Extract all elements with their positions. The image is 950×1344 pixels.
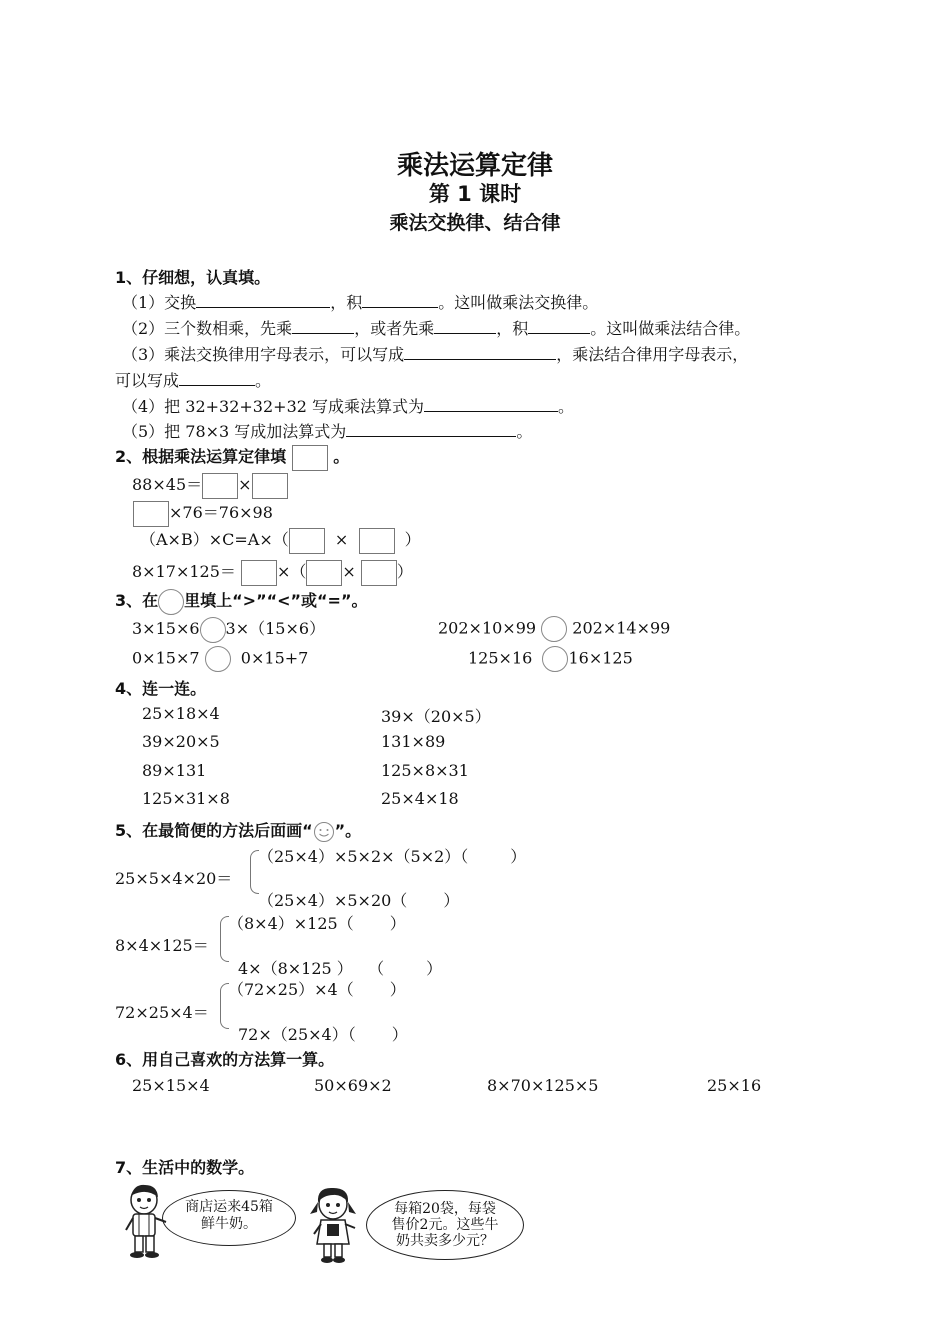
s5-q1-option-a-end: ） bbox=[510, 847, 527, 866]
s1-item-3 bbox=[122, 342, 748, 365]
s1-item-3-text-d: 。 bbox=[255, 371, 272, 390]
s5-q3-option-b bbox=[238, 1022, 408, 1045]
match-right-item[interactable]: 131×89 bbox=[381, 732, 446, 751]
answer-blank[interactable] bbox=[528, 317, 590, 334]
bubble-text-line: 奶共卖多少元？ bbox=[396, 1233, 494, 1249]
s1-item-4-text-a: （4）把 32+32+32+32 写成乘法算式为 bbox=[122, 397, 425, 416]
section-3-heading-a: 3、在 bbox=[115, 591, 159, 610]
match-right-item[interactable]: 125×8×31 bbox=[381, 761, 469, 780]
answer-box[interactable] bbox=[252, 473, 288, 499]
s5-q2-expression: 8×4×125＝ bbox=[115, 936, 209, 955]
s3-compare-a bbox=[132, 616, 325, 643]
s3-compare-a-right: 3×（15×6） bbox=[225, 619, 326, 638]
s1-item-1-text-b: ，积 bbox=[330, 293, 363, 312]
s5-q3-option-b-end: ） bbox=[391, 1025, 408, 1044]
s5-q3-option-a bbox=[228, 977, 406, 1000]
s5-q3-option-a-text: （72×25）×4（ bbox=[228, 980, 354, 999]
s1-item-5 bbox=[122, 419, 532, 442]
s2-row-1-text-b: × bbox=[238, 475, 252, 494]
compare-circle[interactable] bbox=[542, 646, 568, 672]
bubble-text-line: 商店运来45箱 bbox=[185, 1199, 273, 1215]
match-left-item[interactable]: 89×131 bbox=[142, 761, 207, 780]
section-5-heading-b: ”。 bbox=[334, 821, 362, 840]
s2-row-1-text-a: 88×45＝ bbox=[132, 475, 203, 494]
s3-compare-c-right: 0×15+7 bbox=[240, 648, 309, 668]
s3-compare-b-left: 202×10×99 bbox=[438, 618, 537, 638]
s5-q2-option-a-end: ） bbox=[389, 914, 406, 933]
s1-item-4-text-b: 。 bbox=[558, 397, 575, 416]
smiley-icon bbox=[313, 821, 335, 843]
s3-compare-b-right: 202×14×99 bbox=[572, 618, 671, 638]
s1-item-5-text-a: （5）把 78×3 写成加法算式为 bbox=[122, 422, 347, 441]
s5-q2-option-b bbox=[238, 956, 442, 979]
answer-box[interactable] bbox=[133, 501, 169, 527]
bubble-text-line: 鲜牛奶。 bbox=[201, 1216, 257, 1232]
section-7-heading: 7、生活中的数学。 bbox=[115, 1158, 255, 1177]
s5-q3-expression: 72×25×4＝ bbox=[115, 1003, 209, 1022]
section-2-heading-text: 2、根据乘法运算定律填 bbox=[115, 447, 287, 466]
section-2-heading-end: 。 bbox=[333, 447, 350, 466]
speech-bubble bbox=[162, 1190, 296, 1246]
s1-item-1-text-c: 。这叫做乘法交换律。 bbox=[438, 293, 599, 312]
s5-q2-option-b-end: ） bbox=[426, 959, 443, 978]
s1-item-1 bbox=[122, 290, 598, 313]
s5-q2-option-a-text: （8×4）×125（ bbox=[228, 914, 354, 933]
s5-q3-option-a-end: ） bbox=[389, 980, 406, 999]
answer-blank[interactable] bbox=[404, 343, 556, 360]
s3-compare-c bbox=[132, 646, 308, 672]
section-6-heading: 6、用自己喜欢的方法算一算。 bbox=[115, 1050, 335, 1069]
match-left-item[interactable]: 125×31×8 bbox=[142, 789, 230, 808]
s3-compare-b bbox=[438, 616, 670, 642]
s2-row-4-text-a: 8×17×125＝ bbox=[132, 562, 236, 581]
s2-row-4-text-c: × bbox=[342, 562, 356, 581]
compare-circle[interactable] bbox=[205, 646, 231, 672]
s2-row-2-text: ×76＝76×98 bbox=[169, 503, 273, 522]
compare-circle[interactable] bbox=[200, 617, 226, 643]
s1-item-3-text-b: ，乘法结合律用字母表示， bbox=[556, 345, 749, 364]
s1-item-2-text-a: （2）三个数相乘，先乘 bbox=[122, 319, 293, 338]
s5-q1-option-b-text: （25×4）×5×20（ bbox=[258, 891, 408, 910]
s3-compare-d-right: 16×125 bbox=[568, 648, 633, 668]
s5-q2-option-b-text: 4×（8×125 ） bbox=[238, 959, 353, 978]
match-right-item[interactable]: 39×（20×5） bbox=[381, 707, 491, 726]
s1-item-4 bbox=[122, 394, 574, 417]
section-1-heading: 1、仔细想，认真填。 bbox=[115, 268, 271, 287]
answer-box[interactable] bbox=[361, 560, 397, 586]
s1-item-3-text-c: 可以写成 bbox=[115, 371, 180, 390]
answer-blank[interactable] bbox=[362, 291, 438, 308]
section-2-heading bbox=[115, 444, 349, 471]
s5-q1-expression: 25×5×4×20＝ bbox=[115, 869, 233, 888]
answer-box[interactable] bbox=[306, 560, 342, 586]
speech-bubble bbox=[366, 1190, 524, 1260]
answer-box[interactable] bbox=[359, 528, 395, 554]
answer-blank[interactable] bbox=[434, 317, 496, 334]
s1-item-2-text-b: ，或者先乘 bbox=[354, 319, 435, 338]
answer-box[interactable] bbox=[241, 560, 277, 586]
s3-compare-c-left: 0×15×7 bbox=[132, 648, 200, 668]
s5-q1-option-a bbox=[258, 844, 526, 867]
answer-blank[interactable] bbox=[424, 395, 558, 412]
calc-item: 25×16 bbox=[707, 1076, 762, 1095]
match-right-item[interactable]: 25×4×18 bbox=[381, 789, 459, 808]
s1-item-5-text-b: 。 bbox=[516, 422, 533, 441]
s2-row-3-text-a: （A×B）×C=A×（ bbox=[140, 530, 289, 549]
s5-q1-option-a-text: （25×4）×5×2×（5×2）（ bbox=[258, 847, 469, 866]
s3-compare-d bbox=[468, 646, 633, 672]
s1-item-2-text-c: ，积 bbox=[496, 319, 529, 338]
section-5-heading-a: 5、在最简便的方法后面画“ bbox=[115, 821, 313, 840]
topic-title: 乘法交换律、结合律 bbox=[389, 212, 561, 234]
calc-item: 8×70×125×5 bbox=[487, 1076, 599, 1095]
s2-row-3-text-b: × bbox=[334, 530, 349, 549]
section-3-heading bbox=[115, 588, 367, 615]
example-circle bbox=[158, 589, 184, 615]
s1-item-3-text-a: （3）乘法交换律用字母表示，可以写成 bbox=[122, 345, 405, 364]
s1-item-3-cont bbox=[115, 368, 271, 391]
s2-row-4-text-b: ×（ bbox=[277, 562, 307, 581]
s2-row-3 bbox=[140, 527, 421, 554]
section-3-heading-b: 里填上“>”“<”或“=”。 bbox=[184, 591, 368, 610]
compare-circle[interactable] bbox=[541, 616, 567, 642]
s2-row-4-text-d: ） bbox=[396, 562, 413, 581]
answer-box[interactable] bbox=[202, 473, 238, 499]
answer-box[interactable] bbox=[289, 528, 325, 554]
answer-blank[interactable] bbox=[292, 317, 354, 334]
s3-compare-d-left: 125×16 bbox=[468, 648, 533, 668]
s2-row-1 bbox=[132, 472, 288, 499]
lesson-number: 第 1 课时 bbox=[428, 182, 522, 206]
s5-q1-option-b-end: ） bbox=[443, 891, 460, 910]
example-box bbox=[292, 445, 328, 471]
s5-q2-option-b-paren: （ bbox=[368, 959, 385, 978]
page-title: 乘法运算定律 bbox=[396, 151, 553, 181]
s2-row-3-text-c: ） bbox=[404, 530, 421, 549]
s2-row-2 bbox=[133, 500, 273, 527]
bubble-text-line: 每箱20袋，每袋 bbox=[394, 1201, 496, 1217]
answer-blank[interactable] bbox=[196, 291, 330, 308]
answer-blank[interactable] bbox=[346, 420, 516, 437]
calc-item: 50×69×2 bbox=[314, 1076, 392, 1095]
section-5-heading bbox=[115, 818, 361, 843]
s1-item-2 bbox=[122, 316, 750, 339]
section-4-heading: 4、连一连。 bbox=[115, 679, 207, 698]
s5-q3-option-b-text: 72×（25×4）（ bbox=[238, 1025, 356, 1044]
s1-item-1-text-a: （1）交换 bbox=[122, 293, 197, 312]
bubble-text-line: 售价2元。这些牛 bbox=[391, 1217, 499, 1233]
s3-compare-a-left: 3×15×6 bbox=[132, 619, 200, 638]
s5-q1-option-b bbox=[258, 888, 459, 911]
girl-cartoon-illustration bbox=[305, 1184, 365, 1266]
s2-row-4 bbox=[132, 559, 413, 586]
s1-item-2-text-d: 。这叫做乘法结合律。 bbox=[590, 319, 751, 338]
calc-item: 25×15×4 bbox=[132, 1076, 210, 1095]
answer-blank[interactable] bbox=[179, 369, 255, 386]
match-left-item[interactable]: 25×18×4 bbox=[142, 704, 220, 723]
match-left-item[interactable]: 39×20×5 bbox=[142, 732, 220, 751]
s5-q2-option-a bbox=[228, 911, 406, 934]
